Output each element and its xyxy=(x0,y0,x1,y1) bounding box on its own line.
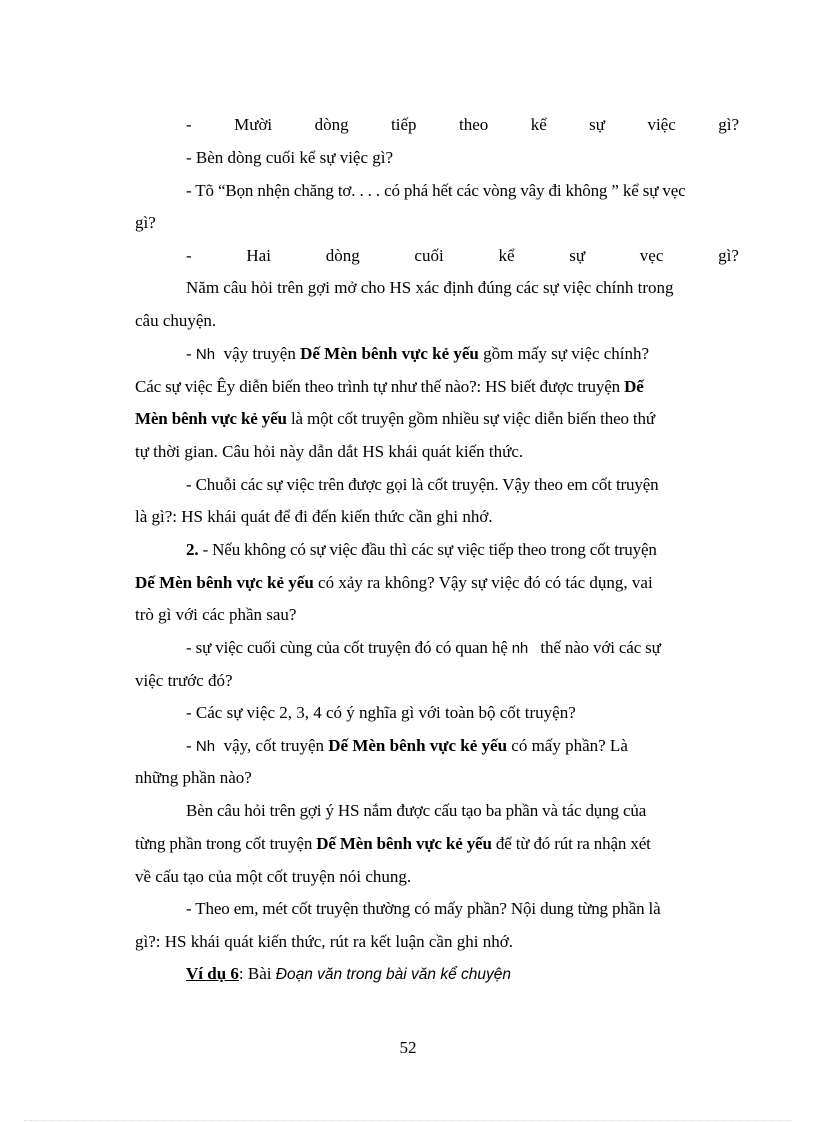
word: cuối xyxy=(414,246,444,265)
q2-line-1: - Chuỗi các sự việc trên được gọi là cốt truyện. Vậy theo em cốt truyện xyxy=(186,475,659,494)
q4-line: - Các sự việc 2, 3, 4 có ý nghĩa gì với toàn bộ cốt truyện? xyxy=(186,703,576,722)
word: theo xyxy=(458,115,489,134)
section-2-line-1 xyxy=(186,538,739,562)
word: dòng xyxy=(314,115,349,134)
page-divider xyxy=(24,1120,792,1121)
text: có mấy phần? Là xyxy=(511,736,628,755)
example-label: Ví dụ 6 xyxy=(186,964,239,983)
word: việc xyxy=(647,115,676,134)
section-2-line-3: trò gì với các phần sau? xyxy=(135,605,297,624)
q1-line-4: tự thời gian. Câu hỏi này dẫn dắt HS khái quát kiến thức. xyxy=(135,442,524,461)
dash: - xyxy=(186,344,192,363)
word: gì? xyxy=(718,115,739,134)
text: để từ đó rút ra nhận xét xyxy=(495,834,651,853)
story-title: Dế Mèn bênh vực kẻ yếu xyxy=(300,344,479,363)
text: - Nếu không có sự việc đầu thì các sự việc tiếp theo trong cốt truyện xyxy=(202,540,657,559)
text: Các sự việc Êy diễn biến theo trình tự như thế nào?: HS biết được truyện xyxy=(135,377,620,396)
word: sự xyxy=(569,246,586,265)
q6-line-2: gì?: HS khái quát kiến thức, rút ra kết luận cần ghi nhớ. xyxy=(135,932,513,951)
text: vậy, cốt truyện xyxy=(223,736,324,755)
paragraph-3-line-1: Bèn câu hỏi trên gợi ý HS nắm được cấu tạo ba phần và tác dụng của xyxy=(186,801,647,820)
q6-line-1: - Theo em, mét cốt truyện thường có mấy phần? Nội dung từng phần là xyxy=(186,899,661,918)
story-title: Dế xyxy=(624,377,644,396)
question-line-1 xyxy=(186,113,739,137)
story-title: Mèn bênh vực kẻ yếu xyxy=(135,409,287,428)
nh-fragment: Nh xyxy=(195,346,216,363)
question-line-4 xyxy=(186,244,739,268)
paragraph-1-line-2: câu chuyện. xyxy=(135,311,217,330)
q1-line-2 xyxy=(135,375,739,399)
word: Hai xyxy=(246,246,271,265)
word: tiếp xyxy=(391,115,417,134)
q5-line-2: những phần nào? xyxy=(135,768,252,787)
q3-line-1 xyxy=(186,636,739,660)
text: Bài xyxy=(247,964,272,983)
text: từng phần trong cốt truyện xyxy=(135,834,313,853)
nh-fragment: nh xyxy=(511,640,529,657)
dash: - xyxy=(186,736,192,755)
word: sự xyxy=(589,115,606,134)
word: kể xyxy=(530,115,547,134)
text: thế nào với các sự xyxy=(540,638,661,657)
text: có xảy ra không? Vậy sự việc đó có tác dụng, vai xyxy=(318,573,653,592)
lesson-title: Đoạn văn trong bài văn kể chuyện xyxy=(275,966,512,983)
word: Mười xyxy=(234,115,273,134)
q5-line-1 xyxy=(186,734,739,758)
story-title: Dế Mèn bênh vực kẻ yếu xyxy=(316,834,492,853)
word: vẹc xyxy=(639,246,664,265)
page-number: 52 xyxy=(399,1038,417,1057)
q2-line-2: là gì?: HS khái quát để đi đến kiến thức cần ghi nhớ. xyxy=(135,507,493,526)
paragraph-1-line-1: Năm câu hỏi trên gợi mở cho HS xác định đúng các sự việc chính trong xyxy=(186,278,674,297)
word: gì? xyxy=(718,246,739,265)
question-line-3a: - Tõ “Bọn nhện chăng tơ. . . . có phá hết các vòng vây đi không ” kể sự vẹc xyxy=(186,181,686,200)
story-title: Dế Mèn bênh vực kẻ yếu xyxy=(328,736,508,755)
section-number: 2. xyxy=(186,540,199,559)
word: kể xyxy=(498,246,515,265)
question-line-2: - Bèn dòng cuối kể sự việc gì? xyxy=(186,148,394,167)
q3-line-2: việc trước đó? xyxy=(135,671,233,690)
paragraph-3-line-3: về cấu tạo của một cốt truyện nói chung. xyxy=(135,867,412,886)
text: - sự việc cuối cùng của cốt truyện đó có quan hệ xyxy=(186,638,508,657)
section-2-line-2 xyxy=(135,571,739,595)
q1-line-1 xyxy=(186,342,739,366)
story-title: Dế Mèn bênh vực kẻ yếu xyxy=(135,573,314,592)
paragraph-3-line-2 xyxy=(135,832,739,856)
word: dòng xyxy=(325,246,360,265)
example-heading xyxy=(186,962,739,986)
word: - xyxy=(186,246,192,265)
nh-fragment: Nh xyxy=(195,738,216,755)
text: là một cốt truyện gồm nhiều sự việc diễn biến theo thứ xyxy=(290,409,655,428)
text: vậy truyện xyxy=(223,344,296,363)
colon: : xyxy=(238,964,244,983)
word: - xyxy=(186,115,192,134)
text: gồm mấy sự việc chính? xyxy=(483,344,650,363)
q1-line-3 xyxy=(135,407,739,431)
question-line-3b: gì? xyxy=(135,213,156,232)
